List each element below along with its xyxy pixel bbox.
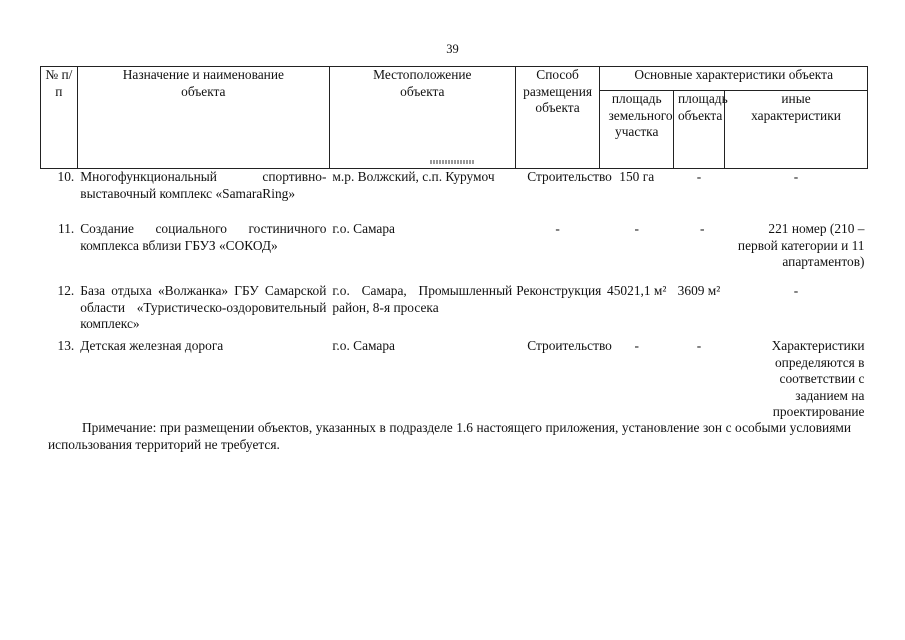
row-location: г.о. Самара <box>332 338 395 353</box>
objects-table <box>40 66 868 421</box>
row-name: Многофункциональный спортивно-выставочный комплекс «SamaraRing» <box>80 169 327 201</box>
row-num: 13. <box>57 338 75 353</box>
header-location: Местоположение объекта <box>329 67 515 169</box>
row-land-area: - <box>634 221 639 236</box>
header-num: № п/п <box>41 67 78 169</box>
header-name: Назначение и наименование объекта <box>77 67 329 169</box>
table-row <box>41 169 868 220</box>
header-other: иные характеристики <box>725 91 868 169</box>
row-other: Характеристики определяются в соответствии с заданием на проектирование <box>771 338 865 420</box>
row-placement: Строительство <box>527 169 612 184</box>
row-location: г.о. Самара <box>332 221 395 236</box>
row-name: База отдыха «Волжанка» ГБУ Самарской области «Туристическо-оздоровительный комплекс» <box>80 283 327 332</box>
row-land-area: 45021,1 м² <box>607 283 667 298</box>
row-land-area: 150 га <box>619 169 655 184</box>
header-characteristics: Основные характеристики объекта <box>600 67 868 91</box>
table-row <box>41 283 868 338</box>
row-name: Детская железная дорога <box>80 338 224 353</box>
table-row <box>41 219 868 283</box>
row-name: Создание социального гостиничного комплекса вблизи ГБУЗ «СОКОД» <box>80 221 327 253</box>
scan-artifact <box>430 160 474 164</box>
header-land-area: площадь земельного участка <box>600 91 674 169</box>
row-location: м.р. Волжский, с.п. Курумоч <box>332 169 495 184</box>
row-land-area: - <box>634 338 639 353</box>
row-object-area: - <box>696 338 702 353</box>
header-object-area: площадь объекта <box>673 91 724 169</box>
row-placement: Строительство <box>527 338 612 353</box>
row-object-area: - <box>696 169 702 184</box>
header-placement: Способ размещения объекта <box>515 67 600 169</box>
page-number: 39 <box>446 42 459 56</box>
row-location: г.о. Самара, Промышленный район, 8-я просека <box>332 283 513 315</box>
row-num: 11. <box>58 221 75 236</box>
row-object-area: - <box>700 221 705 236</box>
row-num: 12. <box>57 283 75 298</box>
row-object-area: 3609 м² <box>677 283 721 298</box>
row-num: 10. <box>57 169 75 184</box>
row-other: 221 номер (210 – первой категории и 11 апартаментов) <box>737 221 865 270</box>
row-placement: - <box>555 221 560 236</box>
row-other: - <box>793 169 799 184</box>
table-row <box>41 338 868 421</box>
note-paragraph: Примечание: при размещении объектов, указанных в подразделе 1.6 настоящего приложения, установление зон с особыми условиями использования территорий не требуется. <box>48 420 851 452</box>
row-placement: Реконструкция <box>516 283 602 298</box>
row-other: - <box>793 283 799 298</box>
